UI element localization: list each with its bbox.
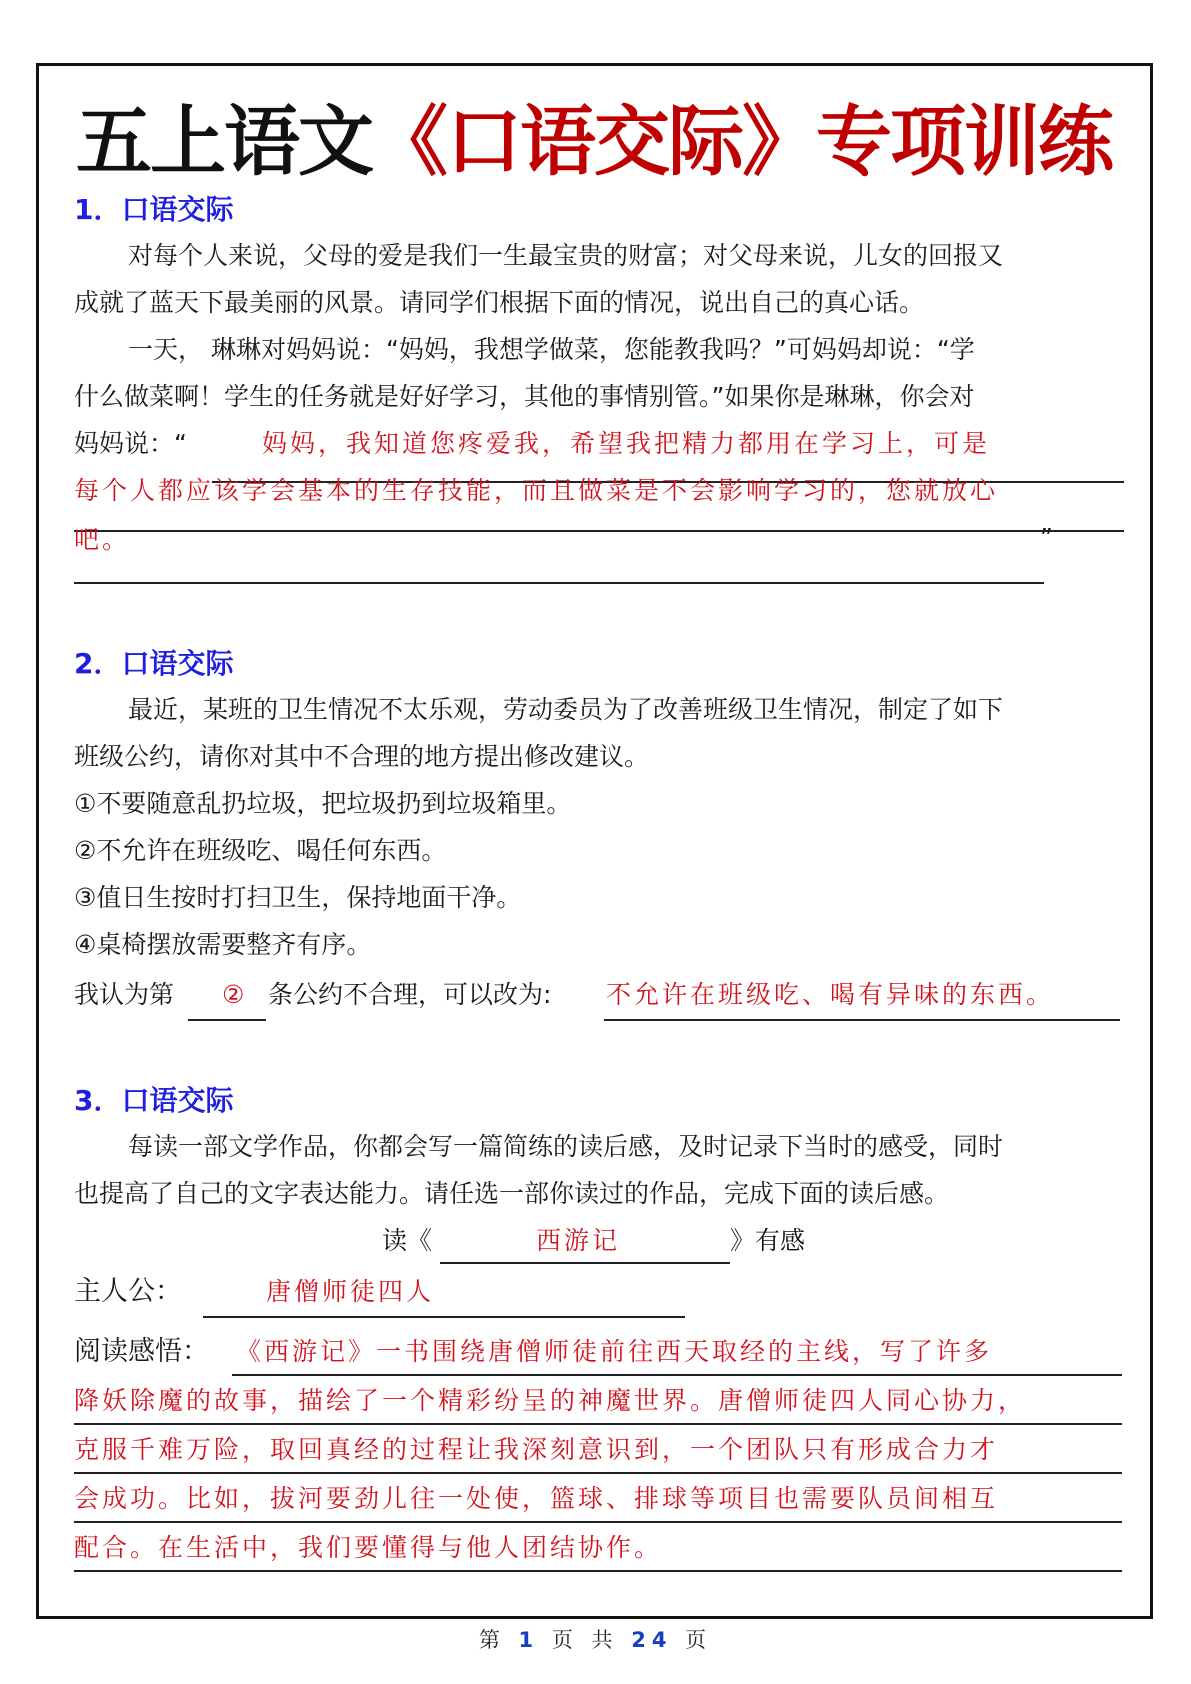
rule-4: ④桌椅摆放需要整齐有序。 — [74, 930, 372, 959]
section1-answer-line-1[interactable]: 妈妈，我知道您疼爱我，希望我把精力都用在学习上，可是 — [262, 429, 991, 458]
section1-answer-line-2[interactable]: 每个人都应该学会基本的生存技能，而且做菜是不会影响学习的，您就放心 — [74, 476, 999, 505]
footer-middle: 页 共 — [551, 1628, 619, 1652]
title-highlight: 《口语交际》 — [372, 97, 816, 186]
title-suffix: 专项训练 — [816, 97, 1112, 186]
section2-heading: 2．口语交际 — [74, 647, 234, 680]
section2-answer-prefix: 我认为第 — [74, 980, 175, 1009]
answer-underline — [203, 1316, 685, 1318]
section2-answer-text[interactable]: 不允许在班级吃、喝有异味的东西。 — [606, 980, 1055, 1009]
reflection-label: 阅读感悟： — [74, 1336, 209, 1367]
section1-line-2: 成就了蓝天下最美丽的风景。请同学们根据下面的情况，说出自己的真心话。 — [74, 288, 925, 317]
answer-underline — [74, 530, 1124, 532]
book-prefix: 读《 — [382, 1226, 433, 1255]
title-prefix: 五上语文 — [76, 97, 372, 186]
section2-line-1: 最近，某班的卫生情况不太乐观，劳动委员为了改善班级卫生情况，制定了如下 — [128, 695, 1004, 724]
reflection-line-5[interactable]: 配合。在生活中，我们要懂得与他人团结协作。 — [74, 1533, 663, 1562]
answer-underline — [74, 1472, 1122, 1474]
rule-3: ③值日生按时打扫卫生，保持地面干净。 — [74, 883, 522, 912]
section2-answer-middle: 条公约不合理，可以改为: — [268, 980, 552, 1009]
book-suffix: 》有感 — [730, 1226, 806, 1255]
answer-underline — [74, 1521, 1122, 1523]
answer-underline — [440, 1262, 730, 1264]
rule-2: ②不允许在班级吃、喝任何东西。 — [74, 836, 447, 865]
section1-line-4: 什么做菜啊！学生的任务就是好好学习，其他的事情别管。”如果你是琳琳，你会对 — [74, 382, 975, 411]
reflection-line-1[interactable]: 《西游记》一书围绕唐僧师徒前往西天取经的主线，写了许多 — [236, 1337, 993, 1366]
book-answer[interactable]: 西游记 — [536, 1226, 621, 1255]
section2-line-2: 班级公约，请你对其中不合理的地方提出修改建议。 — [74, 742, 650, 771]
answer-underline — [74, 1570, 1122, 1572]
footer-prefix: 第 — [478, 1628, 506, 1652]
section3-line-2: 也提高了自己的文字表达能力。请任选一部你读过的作品，完成下面的读后感。 — [74, 1179, 950, 1208]
answer-underline — [74, 1423, 1122, 1425]
reflection-line-3[interactable]: 克服千难万险，取回真经的过程让我深刻意识到，一个团队只有形成合力才 — [74, 1435, 999, 1464]
section1-heading: 1．口语交际 — [74, 193, 234, 226]
closing-quote: ” — [1040, 523, 1053, 552]
section3-heading: 3．口语交际 — [74, 1084, 234, 1117]
reflection-line-2[interactable]: 降妖除魔的故事，描绘了一个精彩纷呈的神魔世界。唐僧师徒四人同心协力， — [74, 1386, 1027, 1415]
reflection-line-4[interactable]: 会成功。比如，拔河要劲儿往一处使，篮球、排球等项目也需要队员间相互 — [74, 1484, 999, 1513]
protagonist-label: 主人公： — [74, 1276, 182, 1307]
answer-underline — [604, 1019, 1120, 1021]
footer-suffix: 页 — [685, 1628, 713, 1652]
page-footer — [0, 1624, 1191, 1654]
answer-underline — [74, 582, 1044, 584]
section1-prompt: 妈妈说：“ — [74, 429, 187, 458]
section2-answer-number[interactable]: ② — [222, 980, 248, 1009]
section1-line-1: 对每个人来说，父母的爱是我们一生最宝贵的财富；对父母来说，儿女的回报又 — [128, 241, 1004, 270]
current-page: 1 — [518, 1628, 540, 1652]
rule-1: ①不要随意乱扔垃圾，把垃圾扔到垃圾箱里。 — [74, 789, 572, 818]
section1-answer-line-3[interactable]: 吧。 — [74, 525, 131, 554]
total-pages: 24 — [631, 1628, 673, 1652]
protagonist-answer[interactable]: 唐僧师徒四人 — [266, 1277, 435, 1306]
section1-line-3: 一天， 琳琳对妈妈说：“妈妈，我想学做菜，您能教我吗？”可妈妈却说：“学 — [128, 335, 975, 364]
section3-line-1: 每读一部文学作品，你都会写一篇简练的读后感，及时记录下当时的感受，同时 — [128, 1132, 1004, 1161]
answer-underline — [188, 1019, 266, 1021]
answer-underline — [232, 1374, 1122, 1376]
page-title — [76, 92, 1136, 192]
